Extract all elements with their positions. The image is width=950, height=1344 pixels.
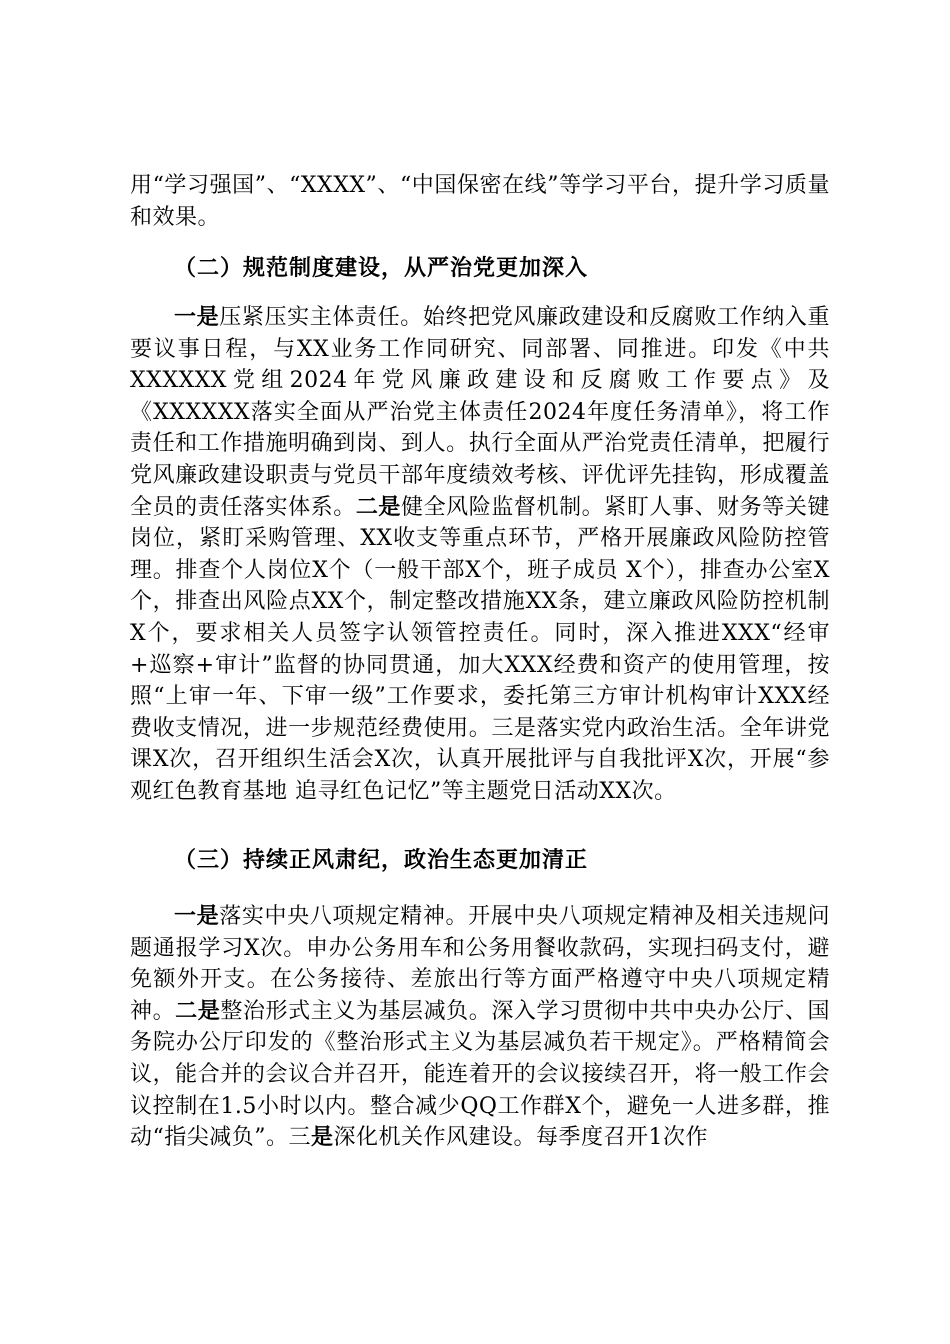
- section3-paragraph: [130, 901, 830, 1154]
- section-heading-3: （三）持续正风肃纪，政治生态更加清正: [174, 847, 589, 873]
- intro-text: 用“学习强国”、“XXXX”、“中国保密在线”等学习平台，提升学习质量和效果。: [130, 173, 830, 230]
- section3-text-1: 落实中央八项规定精神。开展中央八项规定精神及相关违规问题通报学习X次。申办公务用车和公务用餐收款码，实现扫码支付，避免额外开支。在公务接待、差旅出行等方面严格遵守中央八项规定精神。: [130, 904, 830, 1024]
- emphasis-second: 二是: [175, 997, 221, 1024]
- section2-paragraph: [130, 302, 830, 808]
- section-heading-2: （二）规范制度建设，从严治党更加深入: [174, 255, 589, 281]
- emphasis-second: 二是: [355, 493, 401, 520]
- section2-text-2: 健全风险监督机制。紧盯人事、财务等关键岗位，紧盯采购管理、XX收支等重点环节，严格开展廉政风险防控管理。排查个人岗位X个（一般干部X个，班子成员 X个），排查办公室X个，排查出风险点XX个，制定整改措施XX条，建立廉政风险防控机制X个，要求相关人员签字认领管控责任。同时，深入推进XXX“经审+巡察+审计”监督的协同贯通，加大XXX经费和资产的使用管理，按照“上审一年、下审一级”工作要求，委托第三方审计机构审计XXX经费收支情况，进一步规范经费使用。三是落实党内政治生活。全年讲党课X次，召开组织生活会X次，认真开展批评与自我批评X次，开展“参观红色教育基地 追寻红色记忆”等主题党日活动XX次。: [130, 494, 830, 804]
- intro-paragraph: [130, 170, 830, 233]
- section3-text-3: 深化机关作风建设。每季度召开1次作: [333, 1125, 709, 1151]
- emphasis-first: 一是: [174, 903, 220, 929]
- emphasis-first: 一是: [174, 304, 220, 330]
- section2-text-1: 压紧压实主体责任。始终把党风廉政建设和反腐败工作纳入重要议事日程，与XX业务工作同研究、同部署、同推进。印发《中共XXXXXX党组2024年党风廉政建设和反腐败工作要点》及《XXXXXX落实全面从严治党主体责任2024年度任务清单》，将工作责任和工作措施明确到岗、到人。执行全面从严治党责任清单，把履行党风廉政建设职责与党员干部年度绩效考核、评优评先挂钩，形成覆盖全员的责任落实体系。: [130, 305, 830, 520]
- emphasis-third: 是: [311, 1124, 334, 1151]
- section3-text-2: 整治形式主义为基层减负。深入学习贯彻中共中央办公厅、国务院办公厅印发的《整治形式主义为基层减负若干规定》。严格精简会议，能合并的会议合并召开，能连着开的会议接续召开，将一般工作会议控制在1.5小时以内。整合减少QQ工作群X个，避免一人进多群，推动“指尖减负”。三: [130, 998, 830, 1151]
